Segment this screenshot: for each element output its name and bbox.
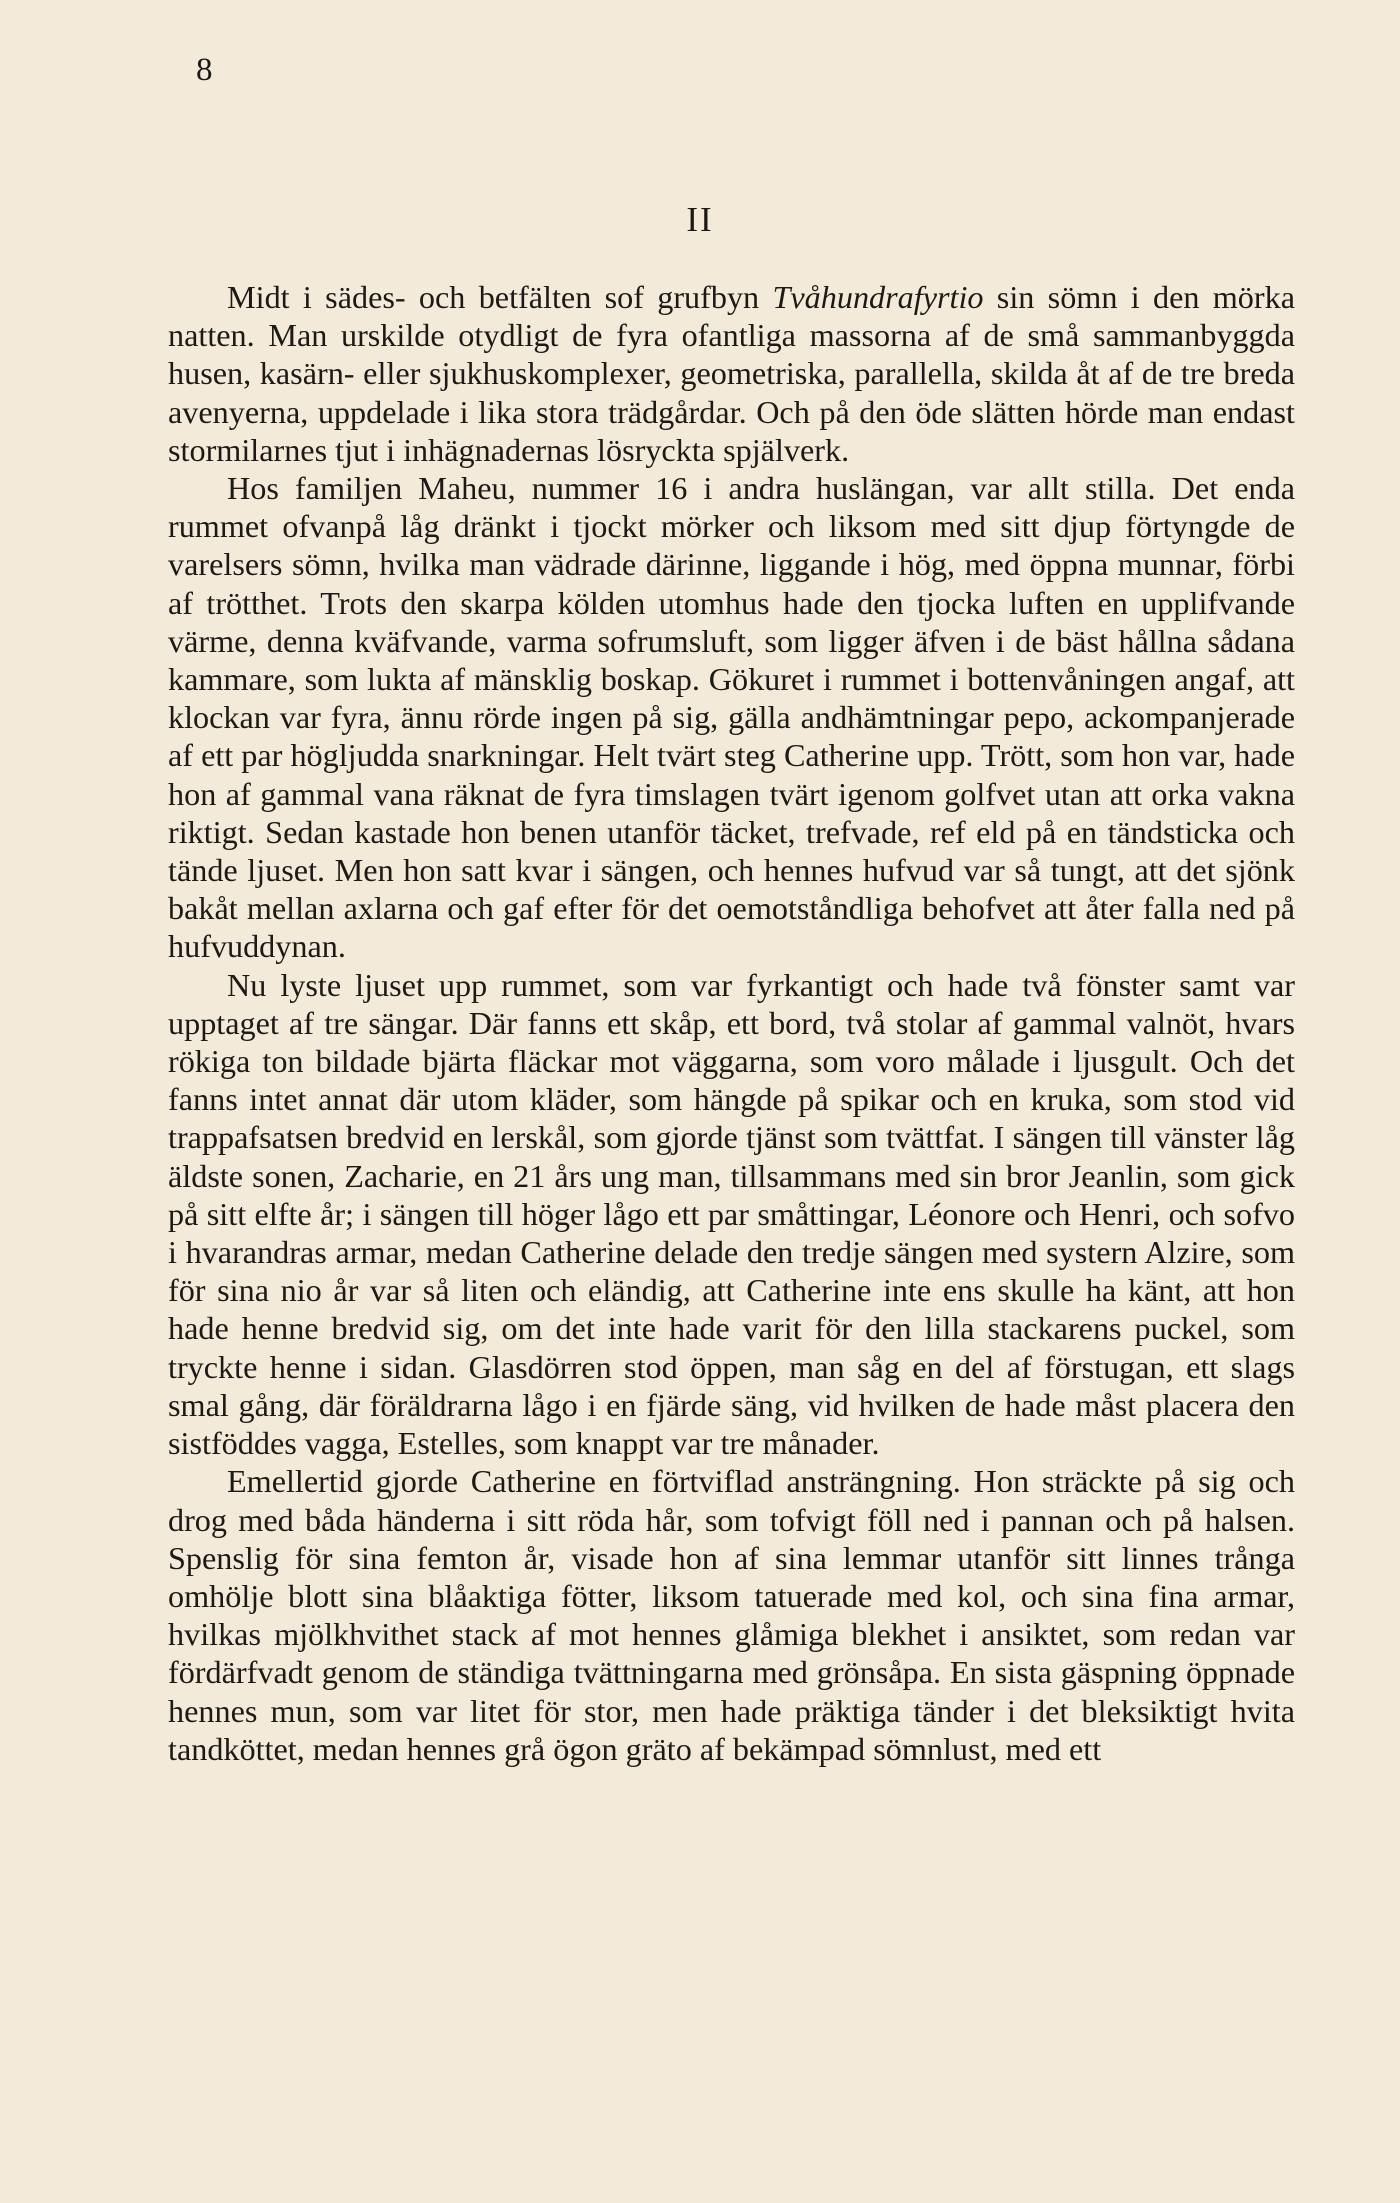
chapter-heading: II <box>686 200 714 239</box>
paragraph-1-end: sin sömn i den mörka natten. Man urskilde otydligt de fyra ofantliga massorna af de små sammanbyggda husen, kasärn- eller sjukhuskomplexer, geometriska, parallella, skilda åt af de tre breda avenyerna, uppdelade i lika stora trädgårdar. Och på den öde slätten hörde man endast stormilarnes tjut i inhägnadernas lösryckta spjälverk. <box>168 279 1295 468</box>
paragraph-3: Nu lyste ljuset upp rummet, som var fyrkantigt och hade två fönster samt var upptaget af tre sängar. Där fanns ett skåp, ett bord, två stolar af gammal valnöt, hvars rökiga ton bildade bjärta fläckar mot väggarna, som voro målade i ljusgult. Och det fanns intet annat där utom kläder, som hängde på spikar och en kruka, som stod vid trappafsatsen bredvid en lerskål, som gjorde tjänst som tvättfat. I sängen till vänster låg äldste sonen, Zacharie, en 21 års ung man, tillsammans med sin bror Jeanlin, som gick på sitt elfte år; i sängen till höger lågo ett par småttingar, Léonore och Henri, och sofvo i hvarandras armar, medan Catherine delade den tredje sängen med systern Alzire, som för sina nio år var så liten och eländig, att Catherine inte ens skulle ha känt, att hon hade henne bredvid sig, om det inte hade varit för den lilla stackarens puckel, som tryckte henne i sidan. Glasdörren stod öppen, man såg en del af förstugan, ett slags smal gång, där föräldrarna lågo i en fjärde säng, vid hvilken de hade måst placera den sistföddes vagga, Estelles, som knappt var tre månader. <box>168 966 1295 1462</box>
paragraph-1 <box>168 278 1295 469</box>
paragraph-4: Emellertid gjorde Catherine en förtviflad ansträngning. Hon sträckte på sig och drog med båda händerna i sitt röda hår, som tofvigt föll ned i pannan och på halsen. Spenslig för sina femton år, visade hon af sina lemmar utanför sitt linnes trånga omhölje blott sina blåaktiga fötter, liksom tatuerade med kol, och sina fina armar, hvilkas mjölkhvithet stack af mot hennes glåmiga blekhet i ansiktet, som redan var fördärfvadt genom de ständiga tvättningarna med grönsåpa. En sista gäspning öppnade hennes mun, som var litet för stor, men hade präktiga tänder i det bleksiktigt hvita tandköttet, medan hennes grå ögon gräto af bekämpad sömnlust, med ett <box>168 1463 1295 1767</box>
paragraph-1-start: Midt i sädes- och betfälten sof grufbyn <box>227 279 773 315</box>
page-number: 8 <box>196 52 213 88</box>
village-name: Tvåhundrafyrtio <box>772 279 984 315</box>
body-text <box>168 278 1295 1768</box>
paragraph-2: Hos familjen Maheu, nummer 16 i andra huslängan, var allt stilla. Det enda rummet ofvanpå låg dränkt i tjockt mörker och liksom med sitt djup förtyngde de varelsers sömn, hvilka man vädrade därinne, liggande i hög, med öppna munnar, förbi af trötthet. Trots den skarpa kölden utomhus hade den tjocka luften en upplifvande värme, denna kväfvande, varma sofrumsluft, som ligger äfven i de bäst hållna sådana kammare, som lukta af mänsklig boskap. Gökuret i rummet i bottenvåningen angaf, att klockan var fyra, ännu rörde ingen på sig, gälla andhämtningar pepo, ackompanjerade af ett par högljudda snarkningar. Helt tvärt steg Catherine upp. Trött, som hon var, hade hon af gammal vana räknat de fyra timslagen tvärt igenom golfvet utan att orka vakna riktigt. Sedan kastade hon benen utanför täcket, trefvade, ref eld på en tändsticka och tände ljuset. Men hon satt kvar i sängen, och hennes hufvud var så tungt, att det sjönk bakåt mellan axlarna och gaf efter för det oemotståndliga behofvet att åter falla ned på hufvuddynan. <box>168 470 1295 965</box>
